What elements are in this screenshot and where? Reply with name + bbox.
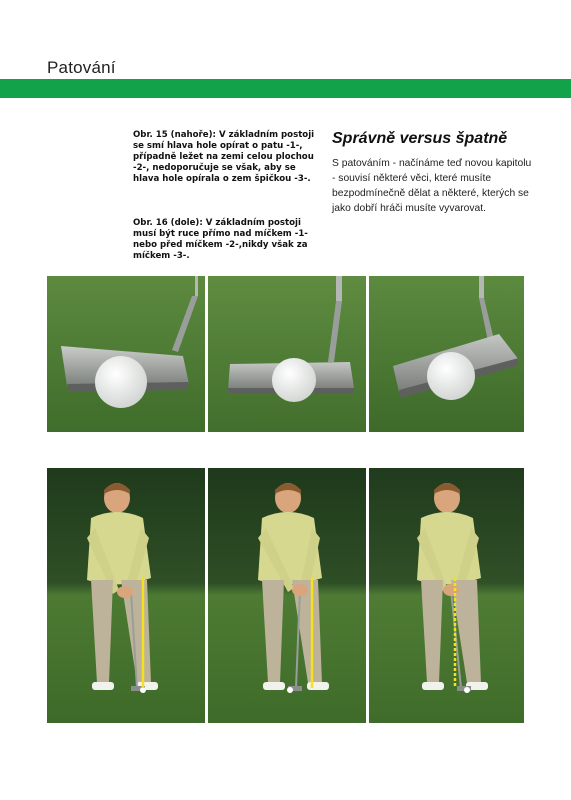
photo-hands-over-ball — [47, 468, 205, 723]
photo-putter-heel-contact — [47, 276, 205, 432]
article-heading: Správně versus špatně — [332, 130, 508, 147]
photo-hands-behind-ball — [369, 468, 524, 723]
photo-putter-flat-contact — [208, 276, 366, 432]
photo-hands-ahead-of-ball — [208, 468, 366, 723]
caption-fig15: Obr. 15 (nahoře): V základním postoji se smí hlava hole opírat o patu -1-, případně ležet na zemi celou plochou -2-, nedoporučuje se však, aby se hlava hole opírala o zem špičkou -3-. — [133, 130, 315, 184]
green-header-bar — [0, 79, 571, 98]
article-body: S patováním - načínáme teď novou kapitolu - souvisí některé věci, které musíte bezpodmínečně dělat a některé, kterých se jako dobří hráči musíte vyvarovat. — [332, 158, 532, 214]
section-title: Patování — [47, 58, 116, 77]
caption-fig16: Obr. 16 (dole): V základním postoji musí být ruce přímo nad míčkem -1- nebo před míčkem -2-,nikdy však za míčkem -3-. — [133, 218, 308, 261]
photo-putter-toe-contact — [369, 276, 524, 432]
